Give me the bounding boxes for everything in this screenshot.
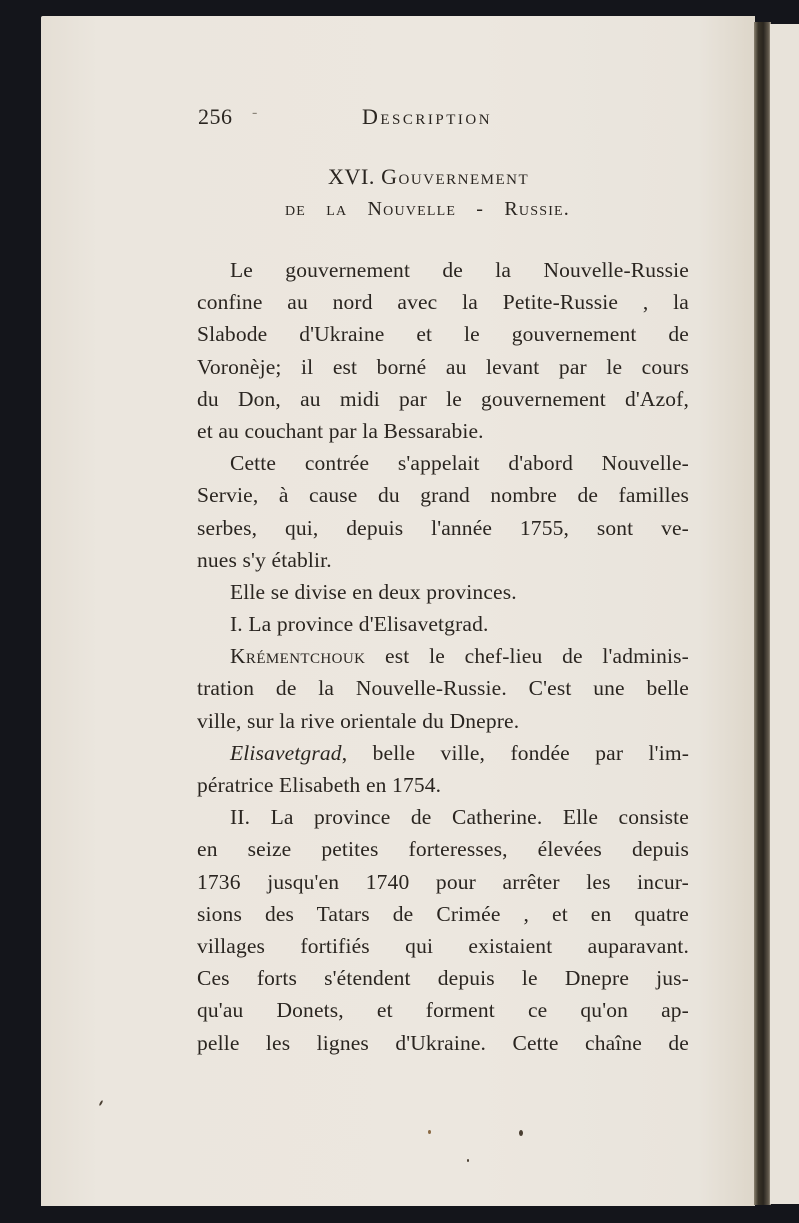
text-line — [197, 866, 689, 898]
paper-speck — [519, 1130, 523, 1136]
text-line — [197, 286, 689, 318]
text-line — [197, 447, 689, 479]
line-text: Ces forts s'étendent depuis le Dnepre jus- — [197, 966, 689, 991]
line-text: Servie, à cause du grand nombre de familles — [197, 483, 689, 508]
running-head — [196, 104, 696, 134]
line-text: sions des Tatars de Crimée , et en quatre — [197, 901, 689, 926]
text-line — [197, 254, 689, 286]
section-subtitle: de la Nouvelle - Russie. — [285, 198, 571, 220]
text-line — [197, 479, 689, 511]
page-number: 256 — [198, 104, 233, 129]
text-line — [197, 544, 689, 576]
line-text: du Don, au midi par le gouvernement d'Azof, — [197, 386, 689, 411]
section-heading — [328, 164, 529, 190]
line-text: pératrice Elisabeth en 1754. — [197, 773, 442, 797]
line-text: ville, sur la rive orientale du Dnepre. — [197, 708, 520, 733]
line-text: pelle les lignes d'Ukraine. Cette chaîne de — [197, 1030, 689, 1055]
running-title: Description — [362, 104, 493, 129]
line-text: qu'au Donets, et forment ce qu'on ap- — [197, 998, 689, 1023]
line-text: 1736 jusqu'en 1740 pour arrêter les incur- — [197, 869, 689, 894]
text-line — [197, 833, 689, 865]
text-line — [197, 801, 689, 833]
text-line — [197, 769, 689, 801]
text-line — [197, 994, 689, 1026]
line-text: confine au nord avec la Petite-Russie , la — [197, 290, 689, 315]
book-gutter — [754, 22, 771, 1205]
text-line — [197, 672, 689, 704]
line-text: serbes, qui, depuis l'année 1755, sont ve- — [197, 515, 689, 540]
text-line — [197, 383, 689, 415]
line-text: I. La province d'Elisavetgrad. — [230, 612, 489, 637]
text-line — [197, 512, 689, 544]
place-name-smallcaps: Krémentchouk — [230, 644, 366, 669]
text-line — [197, 1027, 689, 1059]
facing-page-edge — [770, 24, 799, 1204]
body-text — [197, 254, 689, 1059]
text-line — [197, 705, 689, 737]
line-text: II. La province de Catherine. Elle consiste — [230, 805, 689, 830]
running-head-dash: - — [252, 104, 258, 121]
text-line — [197, 318, 689, 350]
line-text: et au couchant par la Bessarabie. — [197, 418, 484, 443]
line-text: nues s'y établir. — [197, 547, 332, 572]
line-text: Le gouvernement de la Nouvelle-Russie — [230, 258, 689, 282]
line-text: , belle ville, fondée par l'im- — [341, 740, 689, 765]
text-line — [197, 930, 689, 962]
text-line — [197, 962, 689, 994]
text-line — [197, 576, 689, 608]
line-text: Elle se divise en deux provinces. — [230, 579, 517, 604]
line-text: villages fortifiés qui existaient auparavant. — [197, 933, 689, 958]
line-text: tration de la Nouvelle-Russie. C'est une belle — [197, 676, 689, 701]
line-text: est le chef-lieu de l'adminis- — [365, 644, 689, 669]
text-line — [197, 737, 689, 769]
section-numeral: XVI. — [328, 164, 376, 189]
paper-speck — [428, 1130, 431, 1134]
line-text: Slabode d'Ukraine et le gouvernement de — [197, 322, 689, 347]
text-line — [197, 608, 689, 640]
paper-speck — [467, 1159, 469, 1162]
line-text: Voronèje; il est borné au levant par le cours — [197, 354, 689, 379]
line-text: en seize petites forteresses, élevées depuis — [197, 837, 689, 862]
place-name-italic: Elisavetgrad — [230, 740, 342, 765]
text-line — [197, 351, 689, 383]
section-title: Gouvernement — [381, 164, 530, 189]
line-text: Cette contrée s'appelait d'abord Nouvelle- — [230, 451, 689, 476]
text-line — [197, 415, 689, 447]
text-line — [197, 640, 689, 672]
text-line — [197, 898, 689, 930]
